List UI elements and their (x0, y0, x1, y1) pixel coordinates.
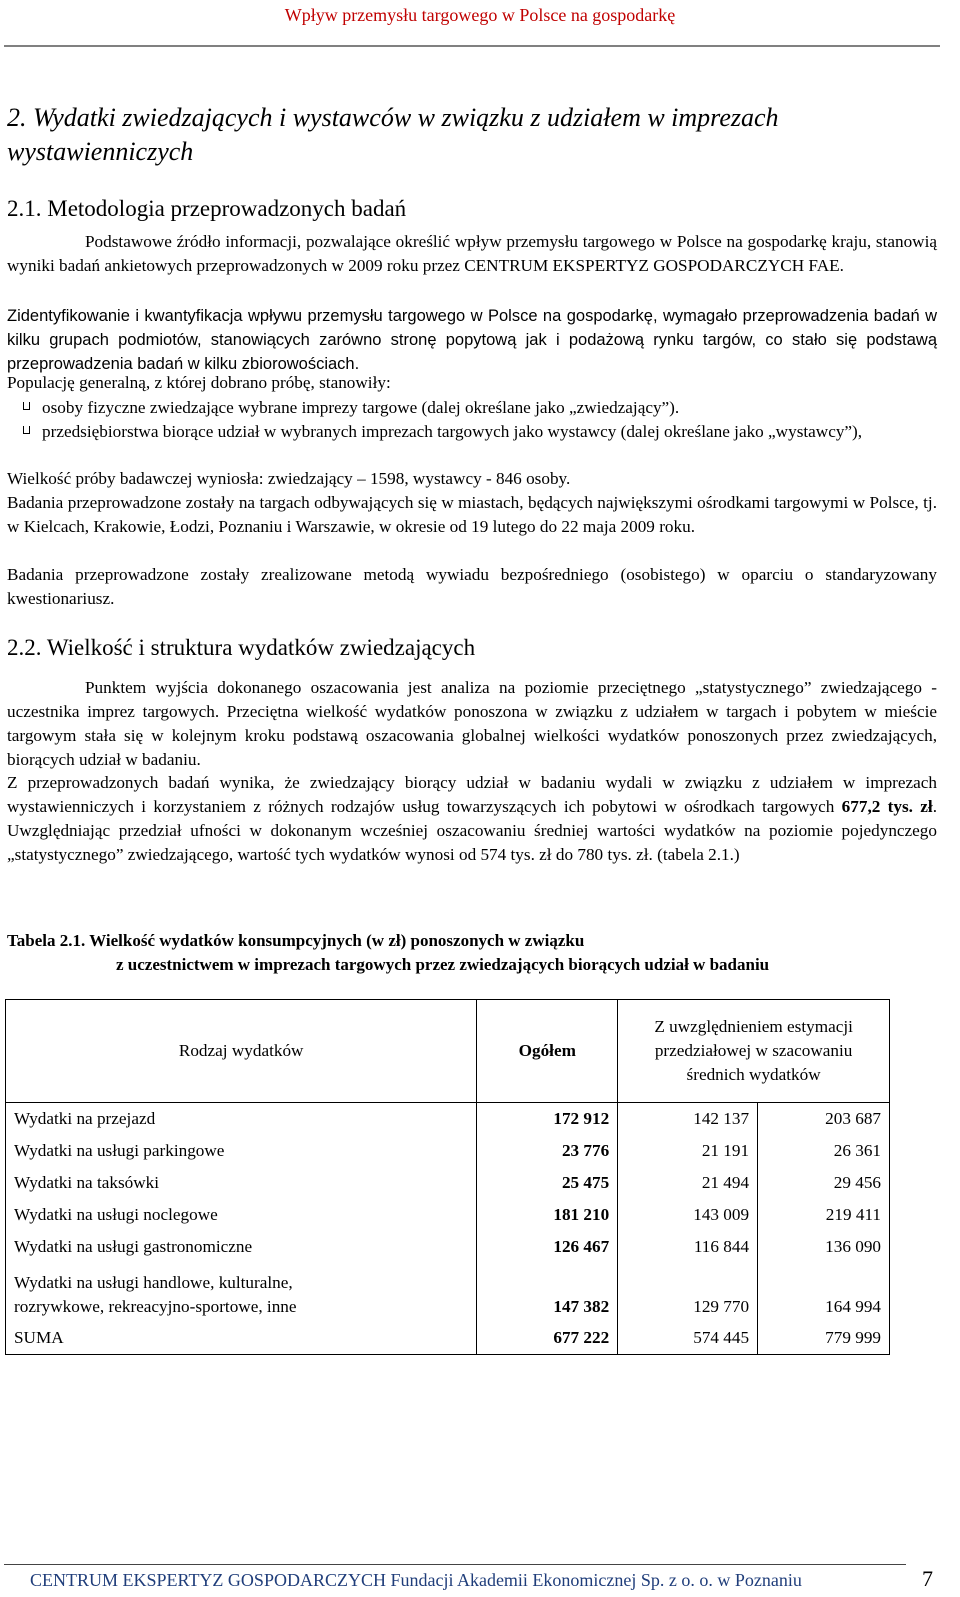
row-low: 116 844 (618, 1231, 758, 1263)
section-2-1-paragraph-3: Populację generalną, z której dobrano próbę, stanowiły: (7, 373, 391, 392)
table-row (6, 1103, 890, 1136)
section-2-1-heading: 2.1. Metodologia przeprowadzonych badań (7, 196, 407, 221)
paragraph-text: Zidentyfikowanie i kwantyfikacja wpływu przemysłu targowego w Polsce na gospodarkę, wymagało przeprowadzenia badań w kilku grupach podmiotów, stanowiących zarówno stronę popytową jak i podażową rynku targów, co stało się podstawą przeprowadzenia badań w kilku zbiorowościach. (7, 307, 937, 373)
row-label-line1: Wydatki na usługi handlowe, kulturalne, (14, 1273, 293, 1292)
row-label: Wydatki na usługi noclegowe (6, 1199, 477, 1231)
section-2-2-paragraph-1: Punktem wyjścia dokonanego oszacowania jest analiza na poziomie przeciętnego „statystycznego” zwiedzającego - uczestnika imprez targowych. Przeciętna wielkość wydatków ponoszona w związku z udziałem w targach i pobytem w mieście targowym stała się w kolejnym kroku podstawą oszacowania globalnej wielkości wydatków ponoszonych przez zwiedzających, biorących udział w badaniu. (7, 678, 937, 769)
page-number: 7 (922, 1566, 933, 1591)
square-bullet-icon (23, 402, 30, 410)
table-row (6, 1167, 890, 1199)
footer-publisher: CENTRUM EKSPERTYZ GOSPODARCZYCH Fundacji Akademii Ekonomicznej Sp. z o. o. w Poznaniu (30, 1570, 802, 1590)
section-2-1-paragraph-1 (7, 230, 937, 278)
row-high: 136 090 (758, 1231, 890, 1263)
list-item-text: osoby fizyczne zwiedzające wybrane imprezy targowe (dalej określane jako „zwiedzający”). (42, 398, 680, 417)
row-label-line2: rozrywkowe, rekreacyjno-sportowe, inne (14, 1297, 297, 1316)
running-header: Wpływ przemysłu targowego w Polsce na gospodarkę (284, 5, 676, 25)
table-row (6, 1135, 890, 1167)
square-bullet-icon (23, 426, 30, 434)
section-2-1-paragraph-2 (7, 304, 937, 376)
total-expense-highlight: 677,2 tys. zł (841, 797, 933, 816)
paragraph-text: . Uwzględniając przedział ufności w dokonanym wcześniej oszacowaniu średniej wartości wydatków na poziomie pojedynczego „statystycznego” zwiedzającego, wartość tych wydatków wynosi od 574 tys. zł do 780 tys. zł. (tabela 2.1.) (7, 797, 937, 864)
row-label: Wydatki na usługi gastronomiczne (6, 1231, 477, 1263)
row-low: 129 770 (618, 1263, 758, 1322)
header-cell-estimation (618, 1000, 890, 1103)
table-caption-line2: z uczestnictwem w imprezach targowych przez zwiedzających biorących udział w badaniu (116, 955, 770, 974)
table-row (6, 1199, 890, 1231)
section-2-heading-line2: wystawienniczych (7, 137, 194, 166)
row-label: Wydatki na usługi parkingowe (6, 1135, 477, 1167)
row-high: 26 361 (758, 1135, 890, 1167)
header-divider (4, 45, 940, 47)
table-header-row (6, 1000, 890, 1103)
row-high: 164 994 (758, 1263, 890, 1322)
table-row (6, 1263, 890, 1322)
row-low: 21 191 (618, 1135, 758, 1167)
paragraph-text: Z przeprowadzonych badań wynika, że zwiedzający biorący udział w badaniu wydali w związku z udziałem w imprezach wystawienniczych i korzystaniem z różnych rodzajów usług towarzyszących ich pobytowi w ośrodkach targowych (7, 773, 937, 816)
list-item (7, 396, 937, 420)
footer-divider (4, 1564, 906, 1565)
table-caption-line1: Tabela 2.1. Wielkość wydatków konsumpcyjnych (w zł) ponoszonych w związku (7, 931, 585, 950)
row-high: 779 999 (758, 1322, 890, 1355)
row-low: 143 009 (618, 1199, 758, 1231)
table-row (6, 1231, 890, 1263)
row-high: 219 411 (758, 1199, 890, 1231)
list-item-text: przedsiębiorstwa biorące udział w wybranych imprezach targowych jako wystawcy (dalej określane jako „wystawcy”), (42, 422, 863, 441)
section-2-1-paragraph-6: Badania przeprowadzone zostały zrealizowane metodą wywiadu bezpośredniego (osobistego) w oparciu o standaryzowany kwestionariusz. (7, 565, 937, 608)
table-row-sum (6, 1322, 890, 1355)
row-label: SUMA (6, 1322, 477, 1355)
row-low: 21 494 (618, 1167, 758, 1199)
row-low: 142 137 (618, 1103, 758, 1136)
section-2-1-paragraph-4: Wielkość próby badawczej wyniosła: zwiedzający – 1598, wystawcy - 846 osoby. (7, 469, 571, 488)
header-cell-expense-type: Rodzaj wydatków (6, 1000, 477, 1103)
row-total: 677 222 (477, 1322, 618, 1355)
row-total: 172 912 (477, 1103, 618, 1136)
row-label: Wydatki na przejazd (6, 1103, 477, 1136)
row-total: 181 210 (477, 1199, 618, 1231)
list-item (7, 420, 937, 444)
section-2-heading (7, 101, 937, 169)
row-total: 126 467 (477, 1231, 618, 1263)
row-low: 574 445 (618, 1322, 758, 1355)
section-2-1-paragraph-5: Badania przeprowadzone zostały na targach odbywających się w miastach, będących największymi ośrodkami targowymi w Polsce, tj. w Kielcach, Krakowie, Łodzi, Poznaniu i Warszawie, w okresie od 19 lutego do 22 maja 2009 roku. (7, 493, 937, 536)
row-label (6, 1263, 477, 1322)
section-2-2-heading: 2.2. Wielkość i struktura wydatków zwiedzających (7, 635, 476, 660)
expense-table (5, 999, 890, 1355)
section-2-heading-line1: 2. Wydatki zwiedzających i wystawców w związku z udziałem w imprezach (7, 103, 779, 132)
section-2-2-paragraph-2 (7, 771, 937, 867)
header-estimation-text: Z uwzględnieniem estymacji przedziałowej w szacowaniu średnich wydatków (654, 1017, 853, 1084)
row-total: 25 475 (477, 1167, 618, 1199)
row-high: 203 687 (758, 1103, 890, 1136)
header-cell-total: Ogółem (477, 1000, 618, 1103)
row-label: Wydatki na taksówki (6, 1167, 477, 1199)
paragraph-text: Podstawowe źródło informacji, pozwalające określić wpływ przemysłu targowego w Polsce na gospodarkę kraju, stanowią wyniki badań ankietowych przeprowadzonych w 2009 roku przez CENTRUM EKSPERTYZ GOSPODARCZYCH FAE. (7, 232, 937, 275)
row-total: 23 776 (477, 1135, 618, 1167)
row-total: 147 382 (477, 1263, 618, 1322)
row-high: 29 456 (758, 1167, 890, 1199)
